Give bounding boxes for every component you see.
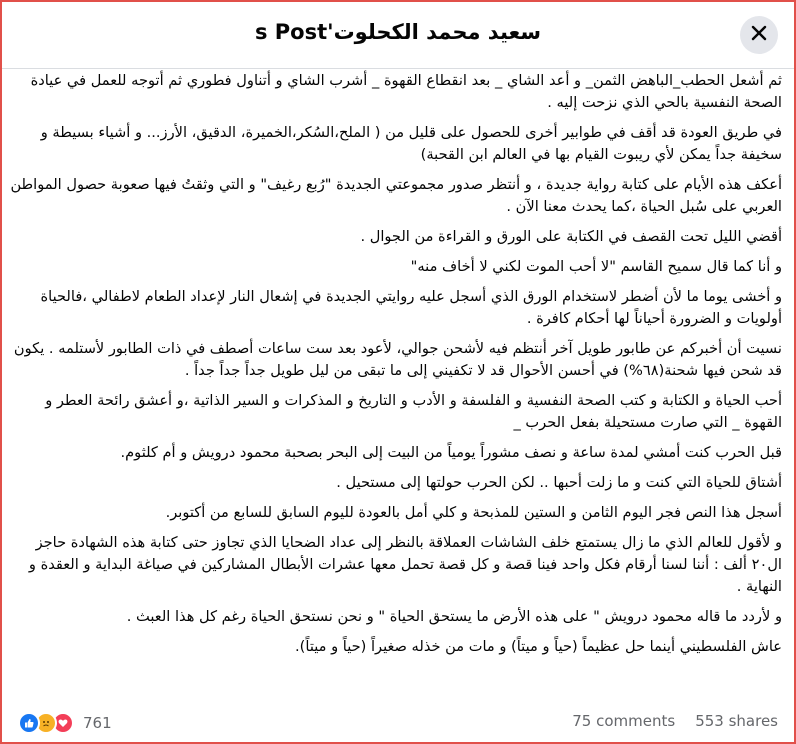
post-paragraph: أحب الحياة و الكتابة و كتب الصحة النفسية و الفلسفة و الأدب و التاريخ و المذكرات و السير الذاتية ،و أعشق رائحة العطر و القهوة _ التي صارت مستحيلة بفعل الحرب _	[45, 392, 782, 431]
dialog-header	[2, 2, 794, 69]
engagement-stats	[572, 712, 778, 730]
post-paragraph: و لأقول للعالم الذي ما زال يستمتع خلف الشاشات العملاقة بالنظر إلى عداد الضحايا الذي تجاوز حتى كتابة هذه الشهادة حاجز ال٢٠ ألف : أننا لسنا أرقام فكل واحد فينا قصة و كل قصة تحمل معها عشرات الأبطال المشاركين في صياغة البداية و العقدة و النهاية .	[28, 534, 782, 595]
post-paragraph: و أخشى يوما ما لأن أضطر لاستخدام الورق الذي أسجل عليه روايتي الجديدة في إشعال النار لإعداد الطعام لاطفالي ،فالحياة أولويات و الضرورة أحياناً لها أحكام كافرة .	[40, 288, 782, 327]
post-paragraph: أسجل هذا النص فجر اليوم الثامن و الستين للمذبحة و كلي أمل بالعودة لليوم السابق للسابع من أكتوبر.	[165, 504, 782, 521]
close-button[interactable]	[740, 16, 778, 54]
post-footer	[2, 702, 794, 742]
post-paragraph: أعكف هذه الأيام على كتابة رواية جديدة ، و أنتظر صدور مجموعتي الجديدة "رُبع رغيف" و التي وثقتُ فيها صعوبة حصول المواطن العربي على سُبل الحياة ،كما يحدث معنا الآن .	[10, 176, 782, 215]
post-body	[10, 70, 782, 666]
post-paragraph: و أنا كما قال سميح القاسم "لا أحب الموت لكني لا أخاف منه"	[410, 258, 782, 275]
reactions-summary[interactable]	[18, 712, 112, 734]
post-paragraph: أشتاق للحياة التي كنت و ما زلت أحبها .. لكن الحرب حولتها إلى مستحيل .	[336, 474, 782, 491]
comments-count-link[interactable]: 75 comments	[572, 712, 676, 730]
post-paragraph: قبل الحرب كنت أمشي لمدة ساعة و نصف مشوراً يومياً من البيت إلى البحر بصحبة محمود درويش و أم كلثوم.	[120, 444, 782, 461]
like-icon	[18, 712, 40, 734]
dialog-title: سعيد محمد الكحلوت's Post	[254, 20, 542, 44]
post-paragraph: أقضي الليل تحت القصف في الكتابة على الورق و القراءة من الجوال .	[360, 228, 782, 245]
post-paragraph: في طريق العودة قد أقف في طوابير أخرى للحصول على قليل من ( الملح،السُكر،الخميرة، الدقيق، الأرز... و أشياء بسيطة و سخيفة جداً يمكن لأي ريبوت القيام بها في العالم ابن القحبة)	[40, 124, 782, 163]
reaction-count: 761	[83, 714, 112, 732]
shares-count-link[interactable]: 553 shares	[695, 712, 778, 730]
post-paragraph: ثم أشعل الحطب_الباهض الثمن_ و أعد الشاي _ بعد انقطاع القهوة _ أشرب الشاي و أتناول فطوري ثم أتوجه للعمل في عيادة الصحة النفسية بالحي الذي نزحت إليه .	[30, 72, 782, 111]
post-paragraph: عاش الفلسطيني أينما حل عظيماً (حياً و ميتاً) و مات من خذله صغيراً (حياً و ميتاً).	[295, 638, 782, 655]
close-icon	[750, 24, 768, 46]
post-paragraph: و لأردد ما قاله محمود درويش " على هذه الأرض ما يستحق الحياة " و نحن نستحق الحياة رغم كل هذا العبث .	[126, 608, 782, 625]
post-paragraph: نسيت أن أخبركم عن طابور طويل آخر أنتظم فيه لأشحن جوالي، لأعود بعد ست ساعات أصطف في ذات الطابور لأستلمه . يكون قد شحن فيها شحنة(٦٨%) في أحسن الأحوال قد لا تكفيني إلى ما تبقى من ليل طويل جداً جداً جداً .	[13, 340, 782, 379]
